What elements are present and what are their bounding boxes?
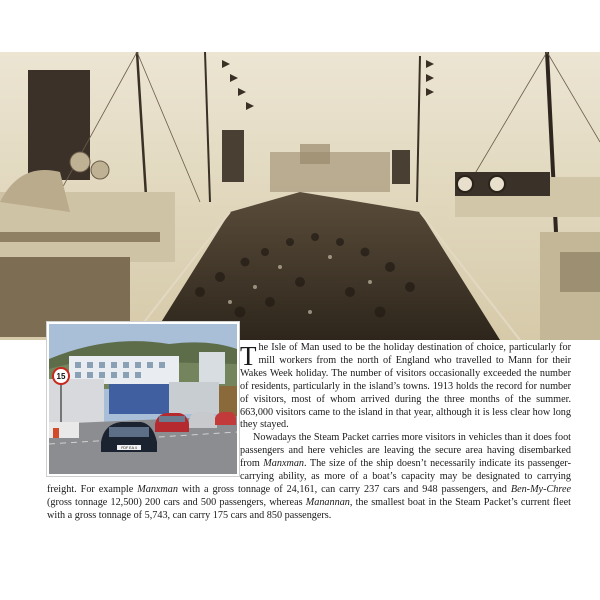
paragraph-2-text-3: with a gross tonnage of 24,161, can carry 237 cars and 948 passengers, and — [177, 483, 511, 495]
paragraph-2-text-2: . The size of the ship doesn’t necessarily indicate its passenger-carrying ability, as more of a boat’s capacity may be designated to carrying freight. For example — [47, 458, 571, 495]
body-text — [47, 342, 571, 523]
historic-harbour-crowd-photo-icon — [0, 52, 600, 340]
paragraph-2-text-4: (gross tonnage 12,500) 200 cars and 500 passengers, whereas — [47, 496, 306, 508]
paragraph-2-text-5: , the smallest boat in the Steam Packet’s current fleet with a gross tonnage of 5,743, can carry 175 cars and 850 passengers. — [47, 496, 571, 521]
licence-plate-text: FDF EA 4 — [121, 446, 137, 450]
speed-sign-text: 15 — [56, 372, 66, 381]
ship-name-manxman: Manxman — [263, 458, 305, 470]
paragraph-2-text-1: Nowadays the Steam Packet carries more visitors in vehicles than it does foot passengers and here vehicles are leaving the secure area having disembarked from — [240, 432, 571, 470]
drop-cap: T — [240, 341, 257, 371]
ship-name-manannan: Manannan — [305, 496, 350, 508]
photo-wrap-spacer — [47, 342, 240, 472]
historic-harbour-photo — [0, 52, 600, 340]
ship-name-manxman-2: Manxman — [137, 483, 178, 495]
ship-name-ben-my-chree: Ben-My-Chree — [510, 483, 571, 495]
paragraph-1-text: he Isle of Man used to be the holiday destination of choice, particularly for mill workers from the north of England who travelled to Mann for their Wakes Week holiday. The number of visitors occasionally exceeded the number of residents, particularly in the island’s towns. 1913 holds the record for number of visitors, most of whom arrived during the three months of the summer. 663,000 visitors came to the island in that year, although it is less clear how long they stayed. — [240, 342, 571, 431]
